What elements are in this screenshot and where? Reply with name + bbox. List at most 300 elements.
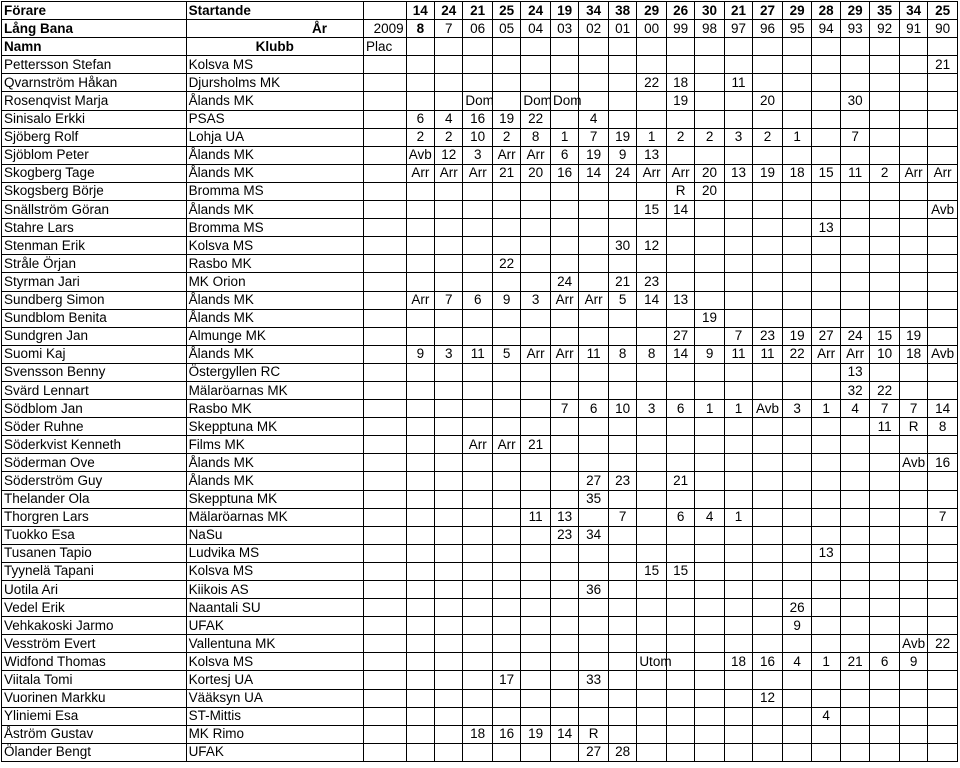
result-cell bbox=[579, 689, 609, 707]
result-cell bbox=[782, 74, 812, 92]
driver-name: Styrman Jari bbox=[2, 273, 187, 291]
result-cell bbox=[637, 472, 667, 490]
result-cell bbox=[463, 707, 493, 725]
result-cell bbox=[435, 508, 463, 526]
result-cell: 20 bbox=[521, 164, 551, 182]
result-cell bbox=[928, 219, 958, 237]
result-cell bbox=[812, 725, 840, 743]
result-cell bbox=[812, 562, 840, 580]
result-cell: 7 bbox=[899, 400, 927, 418]
plac-cell bbox=[364, 581, 407, 599]
result-cell bbox=[435, 671, 463, 689]
result-cell bbox=[492, 635, 520, 653]
result-cell bbox=[435, 201, 463, 219]
result-cell bbox=[753, 562, 783, 580]
result-cell bbox=[463, 56, 493, 74]
result-cell bbox=[666, 418, 694, 436]
result-cell bbox=[406, 743, 434, 761]
result-cell: 7 bbox=[550, 400, 578, 418]
result-cell: 19 bbox=[695, 309, 725, 327]
result-cell bbox=[782, 689, 812, 707]
result-cell: 30 bbox=[608, 237, 636, 255]
result-cell bbox=[724, 689, 752, 707]
result-cell bbox=[840, 617, 870, 635]
result-cell bbox=[753, 273, 783, 291]
result-cell bbox=[550, 74, 578, 92]
result-cell bbox=[812, 418, 840, 436]
result-cell: 22 bbox=[870, 381, 900, 399]
driver-name: Skogsberg Börje bbox=[2, 182, 187, 200]
result-cell: 3 bbox=[463, 146, 493, 164]
plac-cell bbox=[364, 345, 407, 363]
driver-club: Kortesj UA bbox=[186, 671, 363, 689]
result-cell: 21 bbox=[928, 56, 958, 74]
result-cell bbox=[435, 707, 463, 725]
result-cell bbox=[870, 237, 900, 255]
result-cell: Avb bbox=[753, 400, 783, 418]
result-cell bbox=[435, 400, 463, 418]
driver-name: Stenman Erik bbox=[2, 237, 187, 255]
driver-club: PSAS bbox=[186, 110, 363, 128]
result-cell: 12 bbox=[637, 237, 667, 255]
start-count: 28 bbox=[812, 2, 840, 20]
result-cell: 18 bbox=[666, 74, 694, 92]
result-cell bbox=[579, 454, 609, 472]
result-cell: 3 bbox=[435, 345, 463, 363]
plac-cell bbox=[364, 110, 407, 128]
result-cell bbox=[579, 363, 609, 381]
result-cell bbox=[435, 363, 463, 381]
result-cell bbox=[608, 92, 636, 110]
start-count: 29 bbox=[637, 2, 667, 20]
result-cell bbox=[724, 418, 752, 436]
result-cell bbox=[435, 490, 463, 508]
result-cell bbox=[928, 92, 958, 110]
result-cell bbox=[753, 418, 783, 436]
year-column: 03 bbox=[550, 20, 578, 38]
driver-club: Östergyllen RC bbox=[186, 363, 363, 381]
result-cell bbox=[870, 454, 900, 472]
result-cell bbox=[899, 562, 927, 580]
result-cell bbox=[608, 255, 636, 273]
header-empty bbox=[406, 38, 434, 56]
result-cell bbox=[579, 653, 609, 671]
start-count: 26 bbox=[666, 2, 694, 20]
result-cell bbox=[870, 110, 900, 128]
result-cell bbox=[637, 689, 667, 707]
result-cell bbox=[435, 599, 463, 617]
result-cell bbox=[637, 56, 667, 74]
result-cell bbox=[666, 581, 694, 599]
result-cell bbox=[812, 617, 840, 635]
result-cell: 7 bbox=[840, 128, 870, 146]
start-count: 19 bbox=[550, 2, 578, 20]
result-cell bbox=[579, 74, 609, 92]
result-cell bbox=[840, 671, 870, 689]
result-cell bbox=[435, 653, 463, 671]
result-cell bbox=[899, 544, 927, 562]
result-cell bbox=[521, 182, 551, 200]
result-cell bbox=[608, 689, 636, 707]
header-empty bbox=[666, 38, 694, 56]
result-cell bbox=[463, 671, 493, 689]
result-cell bbox=[870, 128, 900, 146]
plac-cell bbox=[364, 273, 407, 291]
result-cell bbox=[521, 743, 551, 761]
result-cell bbox=[492, 472, 520, 490]
result-cell: Arr bbox=[521, 146, 551, 164]
result-cell bbox=[840, 562, 870, 580]
driver-row bbox=[2, 182, 958, 200]
driver-name: Sjöberg Rolf bbox=[2, 128, 187, 146]
driver-club: Ålands MK bbox=[186, 201, 363, 219]
result-cell bbox=[695, 490, 725, 508]
driver-name: Suomi Kaj bbox=[2, 345, 187, 363]
result-cell: 3 bbox=[782, 400, 812, 418]
result-cell bbox=[928, 599, 958, 617]
result-cell: Arr bbox=[492, 146, 520, 164]
driver-row bbox=[2, 363, 958, 381]
start-count: 38 bbox=[608, 2, 636, 20]
year-column: 97 bbox=[724, 20, 752, 38]
result-cell bbox=[579, 273, 609, 291]
result-cell bbox=[550, 110, 578, 128]
result-cell bbox=[753, 490, 783, 508]
result-cell bbox=[608, 544, 636, 562]
start-count: 25 bbox=[492, 2, 520, 20]
plac-cell bbox=[364, 671, 407, 689]
result-cell bbox=[550, 327, 578, 345]
result-cell bbox=[492, 490, 520, 508]
result-cell bbox=[492, 273, 520, 291]
result-cell bbox=[550, 436, 578, 454]
result-cell bbox=[840, 309, 870, 327]
driver-name: Sinisalo Erkki bbox=[2, 110, 187, 128]
result-cell: 27 bbox=[812, 327, 840, 345]
result-cell bbox=[608, 110, 636, 128]
result-cell bbox=[550, 581, 578, 599]
driver-row bbox=[2, 436, 958, 454]
result-cell: 4 bbox=[579, 110, 609, 128]
result-cell: 21 bbox=[666, 472, 694, 490]
result-cell bbox=[637, 671, 667, 689]
result-cell bbox=[812, 436, 840, 454]
result-cell bbox=[637, 599, 667, 617]
result-cell bbox=[840, 508, 870, 526]
result-cell bbox=[463, 617, 493, 635]
result-cell: 14 bbox=[928, 400, 958, 418]
result-cell bbox=[666, 219, 694, 237]
result-cell bbox=[899, 599, 927, 617]
result-cell bbox=[435, 381, 463, 399]
result-cell bbox=[579, 309, 609, 327]
result-cell bbox=[724, 237, 752, 255]
result-cell: 11 bbox=[870, 418, 900, 436]
result-cell bbox=[928, 291, 958, 309]
result-cell bbox=[435, 182, 463, 200]
result-cell bbox=[695, 146, 725, 164]
result-cell bbox=[870, 182, 900, 200]
result-cell bbox=[870, 436, 900, 454]
result-cell bbox=[899, 472, 927, 490]
result-cell bbox=[899, 110, 927, 128]
result-cell bbox=[435, 689, 463, 707]
result-cell bbox=[782, 219, 812, 237]
result-cell bbox=[406, 400, 434, 418]
result-cell: 15 bbox=[870, 327, 900, 345]
result-cell bbox=[406, 689, 434, 707]
result-cell bbox=[812, 526, 840, 544]
result-cell: 6 bbox=[550, 146, 578, 164]
result-cell bbox=[406, 671, 434, 689]
result-cell bbox=[435, 635, 463, 653]
result-cell bbox=[637, 743, 667, 761]
result-cell bbox=[695, 92, 725, 110]
result-cell bbox=[550, 219, 578, 237]
result-cell: 11 bbox=[463, 345, 493, 363]
header-row-lang-bana bbox=[2, 20, 958, 38]
result-cell bbox=[550, 237, 578, 255]
start-count: 29 bbox=[840, 2, 870, 20]
driver-club: UFAK bbox=[186, 617, 363, 635]
result-cell: 9 bbox=[695, 345, 725, 363]
results-sheet bbox=[1, 1, 958, 766]
result-cell bbox=[492, 309, 520, 327]
result-cell bbox=[840, 743, 870, 761]
result-cell bbox=[695, 418, 725, 436]
result-cell bbox=[870, 201, 900, 219]
driver-club: Kiikois AS bbox=[186, 581, 363, 599]
driver-club: UFAK bbox=[186, 743, 363, 761]
result-cell: 13 bbox=[637, 146, 667, 164]
result-cell: 14 bbox=[579, 164, 609, 182]
result-cell bbox=[695, 635, 725, 653]
result-cell bbox=[550, 544, 578, 562]
result-cell bbox=[666, 526, 694, 544]
result-cell bbox=[435, 237, 463, 255]
result-cell: Arr bbox=[666, 164, 694, 182]
result-cell bbox=[666, 454, 694, 472]
result-cell bbox=[608, 309, 636, 327]
result-cell bbox=[724, 381, 752, 399]
result-cell: R bbox=[579, 725, 609, 743]
result-cell bbox=[666, 707, 694, 725]
result-cell bbox=[812, 581, 840, 599]
result-cell: 13 bbox=[666, 291, 694, 309]
result-cell bbox=[435, 418, 463, 436]
result-cell: 2 bbox=[492, 128, 520, 146]
driver-row bbox=[2, 400, 958, 418]
result-cell bbox=[928, 743, 958, 761]
result-cell bbox=[666, 490, 694, 508]
driver-club: Ålands MK bbox=[186, 164, 363, 182]
result-cell: 13 bbox=[550, 508, 578, 526]
driver-club: Kolsva MS bbox=[186, 56, 363, 74]
driver-club: Mälaröarnas MK bbox=[186, 381, 363, 399]
result-cell bbox=[899, 56, 927, 74]
year-column: 95 bbox=[782, 20, 812, 38]
header-empty bbox=[550, 38, 578, 56]
result-cell bbox=[840, 255, 870, 273]
result-cell: 19 bbox=[753, 164, 783, 182]
result-cell bbox=[753, 472, 783, 490]
result-cell bbox=[492, 74, 520, 92]
result-cell bbox=[579, 92, 609, 110]
driver-name: Qvarnström Håkan bbox=[2, 74, 187, 92]
result-cell bbox=[899, 436, 927, 454]
header-empty bbox=[579, 38, 609, 56]
result-cell bbox=[928, 671, 958, 689]
result-cell bbox=[870, 581, 900, 599]
result-cell bbox=[928, 128, 958, 146]
result-cell: 16 bbox=[463, 110, 493, 128]
start-count: 14 bbox=[406, 2, 434, 20]
driver-club: MK Orion bbox=[186, 273, 363, 291]
result-cell: 1 bbox=[550, 128, 578, 146]
result-cell bbox=[435, 219, 463, 237]
header-empty bbox=[753, 38, 783, 56]
driver-name: Pettersson Stefan bbox=[2, 56, 187, 74]
result-cell bbox=[695, 707, 725, 725]
result-cell bbox=[492, 56, 520, 74]
result-cell: Avb bbox=[899, 635, 927, 653]
result-cell bbox=[406, 182, 434, 200]
result-cell bbox=[928, 363, 958, 381]
result-cell bbox=[463, 599, 493, 617]
result-cell bbox=[928, 255, 958, 273]
driver-club: Kolsva MS bbox=[186, 562, 363, 580]
result-cell bbox=[608, 219, 636, 237]
result-cell: Arr bbox=[435, 164, 463, 182]
result-cell bbox=[406, 237, 434, 255]
result-cell: 11 bbox=[579, 345, 609, 363]
result-cell bbox=[435, 544, 463, 562]
driver-club: Vallentuna MK bbox=[186, 635, 363, 653]
result-cell bbox=[782, 581, 812, 599]
result-cell: 15 bbox=[637, 562, 667, 580]
result-cell: 7 bbox=[870, 400, 900, 418]
result-cell bbox=[724, 526, 752, 544]
year-column: 02 bbox=[579, 20, 609, 38]
result-cell: 8 bbox=[608, 345, 636, 363]
driver-row bbox=[2, 689, 958, 707]
result-cell bbox=[521, 617, 551, 635]
start-count: 21 bbox=[463, 2, 493, 20]
result-cell bbox=[899, 182, 927, 200]
header-year: 2009 bbox=[364, 20, 407, 38]
result-cell bbox=[608, 436, 636, 454]
result-cell bbox=[724, 599, 752, 617]
result-cell: 8 bbox=[928, 418, 958, 436]
result-cell bbox=[637, 544, 667, 562]
result-cell: 27 bbox=[579, 472, 609, 490]
result-cell bbox=[928, 526, 958, 544]
result-cell bbox=[782, 635, 812, 653]
result-cell: 3 bbox=[724, 128, 752, 146]
result-cell bbox=[608, 363, 636, 381]
result-cell bbox=[666, 436, 694, 454]
driver-row bbox=[2, 255, 958, 273]
result-cell bbox=[899, 255, 927, 273]
result-cell bbox=[724, 671, 752, 689]
result-cell bbox=[406, 201, 434, 219]
plac-cell bbox=[364, 526, 407, 544]
result-cell bbox=[928, 182, 958, 200]
result-cell: Arr bbox=[550, 291, 578, 309]
driver-row bbox=[2, 327, 958, 345]
result-cell: 7 bbox=[435, 291, 463, 309]
year-column: 8 bbox=[406, 20, 434, 38]
driver-row bbox=[2, 291, 958, 309]
driver-name: Stråle Örjan bbox=[2, 255, 187, 273]
driver-row bbox=[2, 381, 958, 399]
result-cell bbox=[695, 671, 725, 689]
result-cell: Arr bbox=[812, 345, 840, 363]
result-cell bbox=[608, 653, 636, 671]
year-column: 98 bbox=[695, 20, 725, 38]
result-cell bbox=[695, 599, 725, 617]
result-cell bbox=[637, 381, 667, 399]
result-cell: 6 bbox=[579, 400, 609, 418]
result-cell bbox=[579, 508, 609, 526]
result-cell bbox=[637, 418, 667, 436]
result-cell bbox=[579, 707, 609, 725]
result-cell bbox=[579, 617, 609, 635]
result-cell bbox=[608, 526, 636, 544]
result-cell bbox=[550, 309, 578, 327]
result-cell bbox=[840, 526, 870, 544]
result-cell bbox=[840, 273, 870, 291]
plac-cell bbox=[364, 689, 407, 707]
result-cell bbox=[840, 74, 870, 92]
result-cell bbox=[724, 146, 752, 164]
year-column: 96 bbox=[753, 20, 783, 38]
plac-cell bbox=[364, 599, 407, 617]
result-cell bbox=[521, 689, 551, 707]
result-cell: 1 bbox=[812, 653, 840, 671]
driver-row bbox=[2, 237, 958, 255]
result-cell bbox=[899, 490, 927, 508]
result-cell bbox=[899, 725, 927, 743]
result-cell bbox=[550, 599, 578, 617]
result-cell bbox=[492, 237, 520, 255]
result-cell bbox=[753, 526, 783, 544]
driver-club: Rasbo MK bbox=[186, 400, 363, 418]
result-cell bbox=[870, 671, 900, 689]
result-cell bbox=[463, 74, 493, 92]
result-cell: 13 bbox=[840, 363, 870, 381]
result-cell bbox=[870, 689, 900, 707]
start-count: 24 bbox=[521, 2, 551, 20]
result-cell bbox=[870, 472, 900, 490]
result-cell: 2 bbox=[870, 164, 900, 182]
header-empty bbox=[463, 38, 493, 56]
result-cell bbox=[870, 219, 900, 237]
driver-name: Södblom Jan bbox=[2, 400, 187, 418]
result-cell: 6 bbox=[870, 653, 900, 671]
result-cell bbox=[695, 327, 725, 345]
result-cell bbox=[782, 490, 812, 508]
result-cell bbox=[492, 454, 520, 472]
result-cell bbox=[753, 617, 783, 635]
result-cell: 4 bbox=[782, 653, 812, 671]
result-cell bbox=[435, 562, 463, 580]
result-cell bbox=[695, 526, 725, 544]
result-cell bbox=[695, 273, 725, 291]
result-cell bbox=[782, 309, 812, 327]
result-cell: 2 bbox=[753, 128, 783, 146]
result-cell: 30 bbox=[840, 92, 870, 110]
